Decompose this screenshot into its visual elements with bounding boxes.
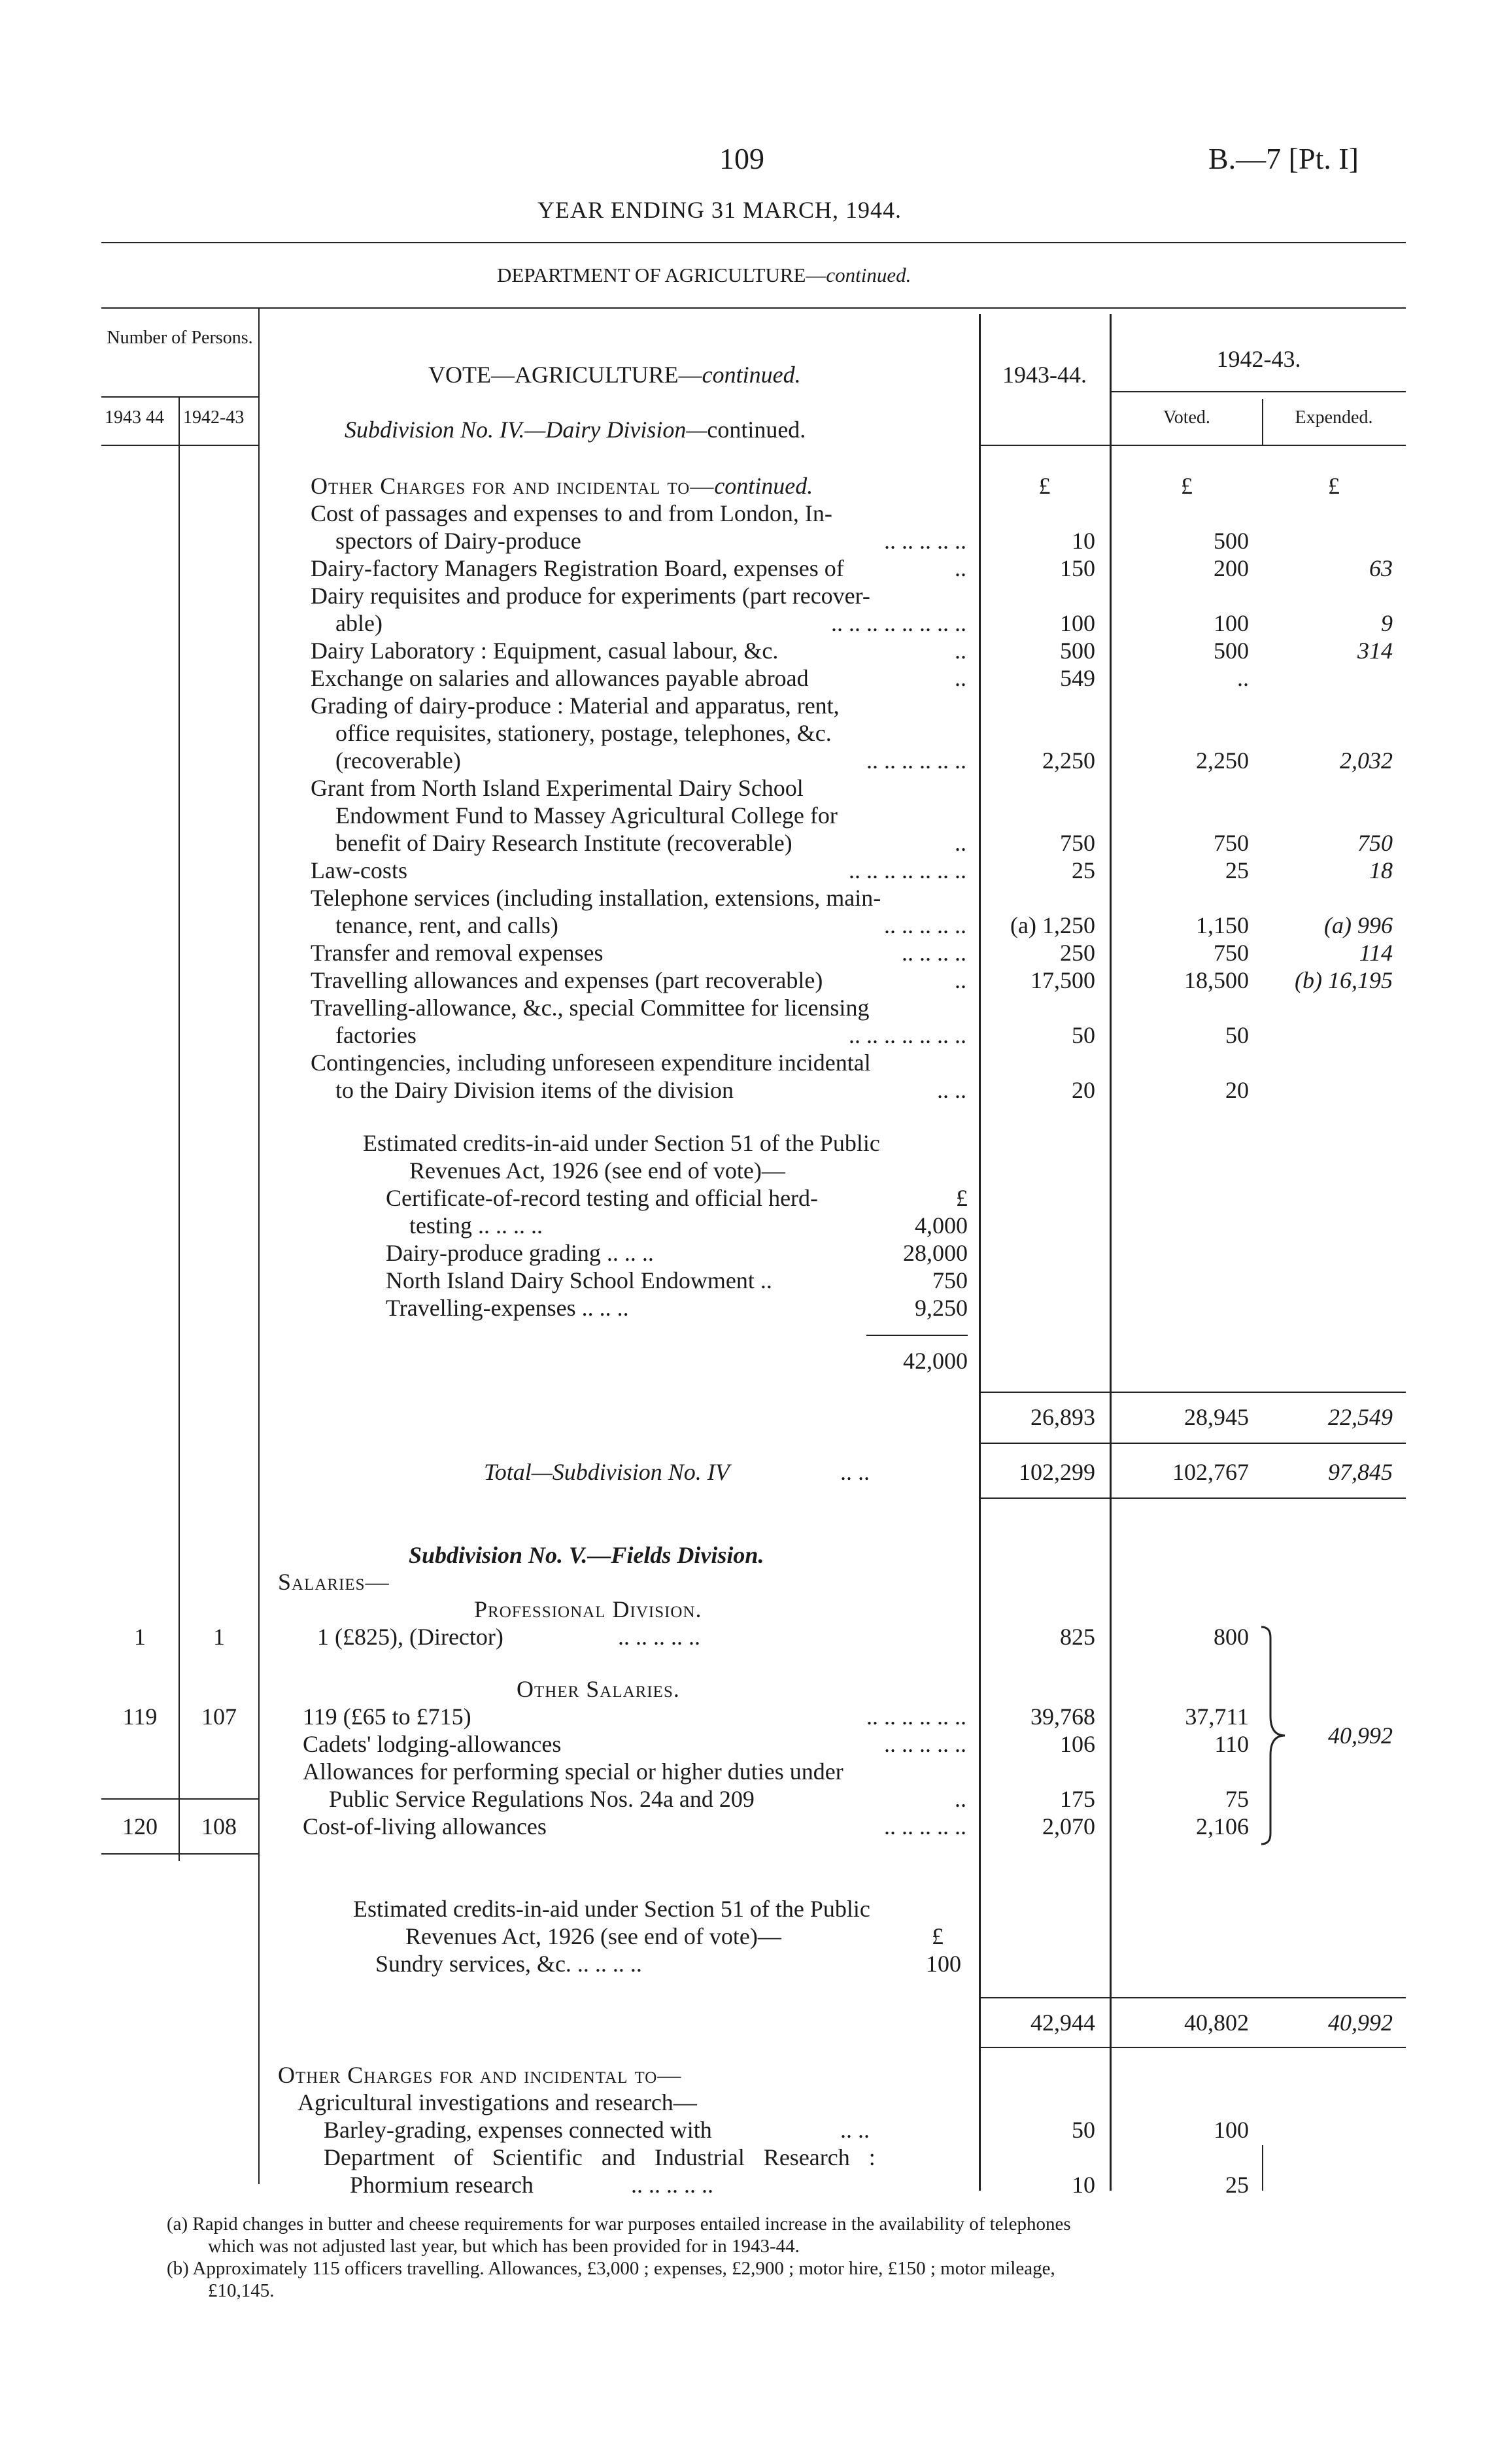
credits-pound-v: £ — [932, 1923, 944, 1949]
leader-dots: .. .. .. .. .. .. .. — [849, 857, 966, 883]
line-item-text: Dairy Laboratory : Equipment, casual labour, &c. — [311, 638, 779, 664]
credits-line-v: Sundry services, &c. .. .. .. .. — [375, 1951, 642, 1977]
dsir-line: Department of Scientific and Industrial Research : — [324, 2144, 876, 2170]
subtotal-v-expended: 40,992 — [1328, 2010, 1393, 2036]
vote-title: VOTE—AGRICULTURE—continued. — [428, 362, 801, 388]
amount-voted: 500 — [1214, 528, 1249, 554]
credits-heading-iv-2: Revenues Act, 1926 (see end of vote)— — [409, 1157, 785, 1184]
leader-dots: .. .. .. .. .. — [884, 912, 966, 938]
line-item-text: Dairy requisites and produce for experiments (part recover- — [311, 583, 870, 609]
salaries-heading: Salaries— — [278, 1569, 390, 1595]
line-item-text: Travelling allowances and expenses (part recoverable) — [311, 967, 823, 993]
footnote-b-line-1: (b) Approximately 115 officers travelling. Allowances, £3,000 ; expenses, £2,900 ; motor hire, £150 ; motor mileage, — [167, 2258, 1055, 2279]
amount-voted: .. — [1237, 665, 1249, 691]
amount-voted: 75 — [1225, 1786, 1249, 1812]
credit-amount: 9,250 — [915, 1295, 968, 1321]
amount-1943-44: 549 — [1060, 665, 1095, 691]
persons-1942-43: 108 — [201, 1813, 237, 1839]
line-item-text: Grading of dairy-produce : Material and apparatus, rent, — [311, 693, 840, 719]
leader-dots: .. .. .. .. .. — [884, 1731, 966, 1757]
subdivision-iv-title: Subdivision No. IV.—Dairy Division—continued. — [345, 417, 806, 443]
other-salaries-heading: Other Salaries. — [517, 1676, 680, 1702]
line-item-text: factories — [335, 1022, 417, 1048]
total-iv-dots: .. .. — [840, 1459, 870, 1485]
amount-1943-44: 250 — [1060, 940, 1095, 966]
credits-total-iv: 42,000 — [903, 1348, 968, 1374]
credits-heading-v-1: Estimated credits-in-aid under Section 51 of the Public — [353, 1896, 870, 1922]
line-item-text: (recoverable) — [335, 747, 461, 774]
salaries-expended-total: 40,992 — [1328, 1722, 1393, 1749]
line-item-text: tenance, rent, and calls) — [335, 912, 558, 938]
line-item-text: Dairy-factory Managers Registration Board, expenses of — [311, 555, 844, 581]
amount-1943-44: 106 — [1060, 1731, 1095, 1757]
line-item-text: to the Dairy Division items of the division — [335, 1077, 734, 1103]
leader-dots: .. — [955, 1786, 966, 1812]
credit-item: North Island Dairy School Endowment .. — [386, 1267, 772, 1293]
amount-voted: 20 — [1225, 1077, 1249, 1103]
credits-heading-v-2: Revenues Act, 1926 (see end of vote)— — [405, 1923, 781, 1949]
leader-dots: .. .. .. .. .. .. .. .. — [831, 610, 966, 636]
subtotal-v-voted: 40,802 — [1184, 2010, 1249, 2036]
leader-dots: .. .. .. .. .. — [884, 1813, 966, 1839]
amount-expended: 63 — [1369, 555, 1393, 581]
document-reference: B.—7 [Pt. I] — [1208, 142, 1359, 175]
amount-expended: 114 — [1359, 940, 1393, 966]
line-item-text: Grant from North Island Experimental Dairy School — [311, 775, 804, 801]
amount-1943-44: 100 — [1060, 610, 1095, 636]
salary-item: 119 (£65 to £715) — [303, 1703, 471, 1730]
amount-voted: 50 — [1225, 1022, 1249, 1048]
amount-1943-44: 175 — [1060, 1786, 1095, 1812]
phormium-dots: .. .. .. .. .. — [631, 2172, 713, 2198]
pound-sign-1943: £ — [1038, 473, 1051, 499]
credits-heading-iv-1: Estimated credits-in-aid under Section 51 of the Public — [363, 1130, 880, 1156]
persons-1942-director: 1 — [213, 1624, 225, 1650]
line-item-text: benefit of Dairy Research Institute (recoverable) — [335, 830, 792, 856]
persons-1943-44: 119 — [122, 1703, 158, 1730]
agricultural-research-line: Agricultural investigations and research— — [298, 2089, 697, 2115]
director-dots: .. .. .. .. .. — [618, 1624, 700, 1650]
leader-dots: .. .. .. .. .. .. — [866, 1703, 966, 1730]
section-iv-heading: Other Charges for and incidental to—continued. — [311, 473, 813, 499]
column-1943-44: 1943-44. — [1002, 362, 1087, 388]
phormium-1943: 10 — [1072, 2172, 1095, 2198]
amount-1943-44: 10 — [1072, 528, 1095, 554]
line-item-text: spectors of Dairy-produce — [335, 528, 581, 554]
total-iv-1943: 102,299 — [1019, 1459, 1095, 1485]
leader-dots: .. — [955, 830, 966, 856]
amount-1943-44: 39,768 — [1030, 1703, 1095, 1730]
footnote-b-line-2: £10,145. — [208, 2280, 275, 2301]
line-item-text: Telephone services (including installation, extensions, main- — [311, 885, 881, 911]
amount-expended: 18 — [1369, 857, 1393, 883]
pound-sign-expended: £ — [1328, 473, 1340, 499]
total-iv-voted: 102,767 — [1172, 1459, 1249, 1485]
credit-amount: 4,000 — [915, 1212, 968, 1239]
credits-amount-v: 100 — [926, 1951, 961, 1977]
amount-voted: 110 — [1214, 1731, 1249, 1757]
persons-1943-director: 1 — [134, 1624, 146, 1650]
footnote-a-line-2: which was not adjusted last year, but which has been provided for in 1943-44. — [208, 2236, 800, 2257]
leader-dots: .. .. .. .. .. — [884, 528, 966, 554]
amount-1943-44: 20 — [1072, 1077, 1095, 1103]
line-item-text: Exchange on salaries and allowances payable abroad — [311, 665, 809, 691]
footnote-a-line-1: (a) Rapid changes in butter and cheese requirements for war purposes entailed increase in the availability of telephones — [167, 2214, 1071, 2234]
amount-1943-44: 750 — [1060, 830, 1095, 856]
subtotal-iv-voted: 28,945 — [1184, 1404, 1249, 1430]
amount-1943-44: 2,250 — [1042, 747, 1095, 774]
amount-voted: 37,711 — [1185, 1703, 1249, 1730]
amount-voted: 2,106 — [1196, 1813, 1249, 1839]
subtotal-iv-1943: 26,893 — [1030, 1404, 1095, 1430]
amount-1943-44: 17,500 — [1030, 967, 1095, 993]
amount-expended: (b) 16,195 — [1295, 967, 1393, 993]
director-voted: 800 — [1214, 1624, 1249, 1650]
amount-1943-44: 150 — [1060, 555, 1095, 581]
amount-voted: 18,500 — [1184, 967, 1249, 993]
amount-1943-44: 500 — [1060, 638, 1095, 664]
amount-expended: 314 — [1357, 638, 1393, 664]
persons-1942-43: 107 — [201, 1703, 237, 1730]
director-1943: 825 — [1060, 1624, 1095, 1650]
amount-voted: 750 — [1214, 940, 1249, 966]
subtotal-iv-expended: 22,549 — [1328, 1404, 1393, 1430]
amount-expended: 750 — [1357, 830, 1393, 856]
salary-item: Allowances for performing special or higher duties under — [303, 1758, 843, 1785]
credit-amount: 750 — [932, 1267, 968, 1293]
persons-header: Number of Persons. — [107, 328, 253, 348]
amount-1943-44: 25 — [1072, 857, 1095, 883]
salary-item: Cost-of-living allowances — [303, 1813, 547, 1839]
subtotal-v-1943: 42,944 — [1030, 2010, 1095, 2036]
barley-voted: 100 — [1214, 2117, 1249, 2143]
amount-voted: 25 — [1225, 857, 1249, 883]
amount-1943-44: 50 — [1072, 1022, 1095, 1048]
line-item-text: Law-costs — [311, 857, 407, 883]
phormium-voted: 25 — [1225, 2172, 1249, 2198]
credit-amount: 28,000 — [903, 1240, 968, 1266]
leader-dots: .. — [955, 555, 966, 581]
credit-amount: £ — [956, 1185, 968, 1211]
page-number: 109 — [719, 142, 764, 175]
credit-item: testing .. .. .. .. — [409, 1212, 543, 1239]
leader-dots: .. — [955, 665, 966, 691]
professional-division-heading: Professional Division. — [474, 1596, 702, 1622]
expended-header: Expended. — [1295, 407, 1373, 428]
column-1942-43: 1942-43. — [1216, 346, 1301, 372]
phormium-line: Phormium research — [350, 2172, 534, 2198]
department-heading: DEPARTMENT OF AGRICULTURE—continued. — [497, 264, 911, 286]
salary-item: Public Service Regulations Nos. 24a and 209 — [329, 1786, 755, 1812]
line-item-text: able) — [335, 610, 383, 636]
subdivision-v-title: Subdivision No. V.—Fields Division. — [409, 1542, 764, 1568]
barley-1943: 50 — [1072, 2117, 1095, 2143]
salary-item: Cadets' lodging-allowances — [303, 1731, 562, 1757]
barley-dots: .. .. — [840, 2117, 870, 2143]
barley-line: Barley-grading, expenses connected with — [324, 2117, 712, 2143]
amount-voted: 200 — [1214, 555, 1249, 581]
amount-1943-44: 2,070 — [1042, 1813, 1095, 1839]
year-header-1943-44: 1943 44 — [105, 407, 164, 428]
other-charges-v-heading: Other Charges for and incidental to— — [278, 2062, 682, 2088]
line-item-text: Endowment Fund to Massey Agricultural College for — [335, 802, 838, 829]
amount-expended: 2,032 — [1340, 747, 1393, 774]
line-item-text: Cost of passages and expenses to and from London, In- — [311, 500, 832, 526]
page-title: YEAR ENDING 31 MARCH, 1944. — [537, 197, 902, 223]
year-header-1942-43: 1942-43 — [183, 407, 245, 428]
amount-voted: 500 — [1214, 638, 1249, 664]
amount-expended: 9 — [1381, 610, 1393, 636]
amount-voted: 1,150 — [1196, 912, 1249, 938]
director-line: 1 (£825), (Director) — [317, 1624, 503, 1650]
pound-sign-voted: £ — [1181, 473, 1193, 499]
persons-1943-44: 120 — [122, 1813, 158, 1839]
leader-dots: .. .. — [937, 1077, 966, 1103]
leader-dots: .. .. .. .. .. .. .. — [849, 1022, 966, 1048]
leader-dots: .. .. .. .. — [902, 940, 966, 966]
total-iv-label: Total—Subdivision No. IV — [484, 1459, 730, 1485]
credit-item: Travelling-expenses .. .. .. — [386, 1295, 629, 1321]
leader-dots: .. .. .. .. .. .. — [866, 747, 966, 774]
leader-dots: .. — [955, 967, 966, 993]
line-item-text: Travelling-allowance, &c., special Committee for licensing — [311, 995, 870, 1021]
amount-voted: 2,250 — [1196, 747, 1249, 774]
line-item-text: Transfer and removal expenses — [311, 940, 604, 966]
amount-1943-44: (a) 1,250 — [1010, 912, 1095, 938]
amount-voted: 750 — [1214, 830, 1249, 856]
total-iv-expended: 97,845 — [1328, 1459, 1393, 1485]
leader-dots: .. — [955, 638, 966, 664]
amount-expended: (a) 996 — [1324, 912, 1393, 938]
credit-item: Dairy-produce grading .. .. .. — [386, 1240, 654, 1266]
voted-header: Voted. — [1163, 407, 1210, 428]
credit-item: Certificate-of-record testing and official herd- — [386, 1185, 819, 1211]
line-item-text: office requisites, stationery, postage, telephones, &c. — [335, 720, 832, 746]
line-item-text: Contingencies, including unforeseen expenditure incidental — [311, 1050, 871, 1076]
amount-voted: 100 — [1214, 610, 1249, 636]
